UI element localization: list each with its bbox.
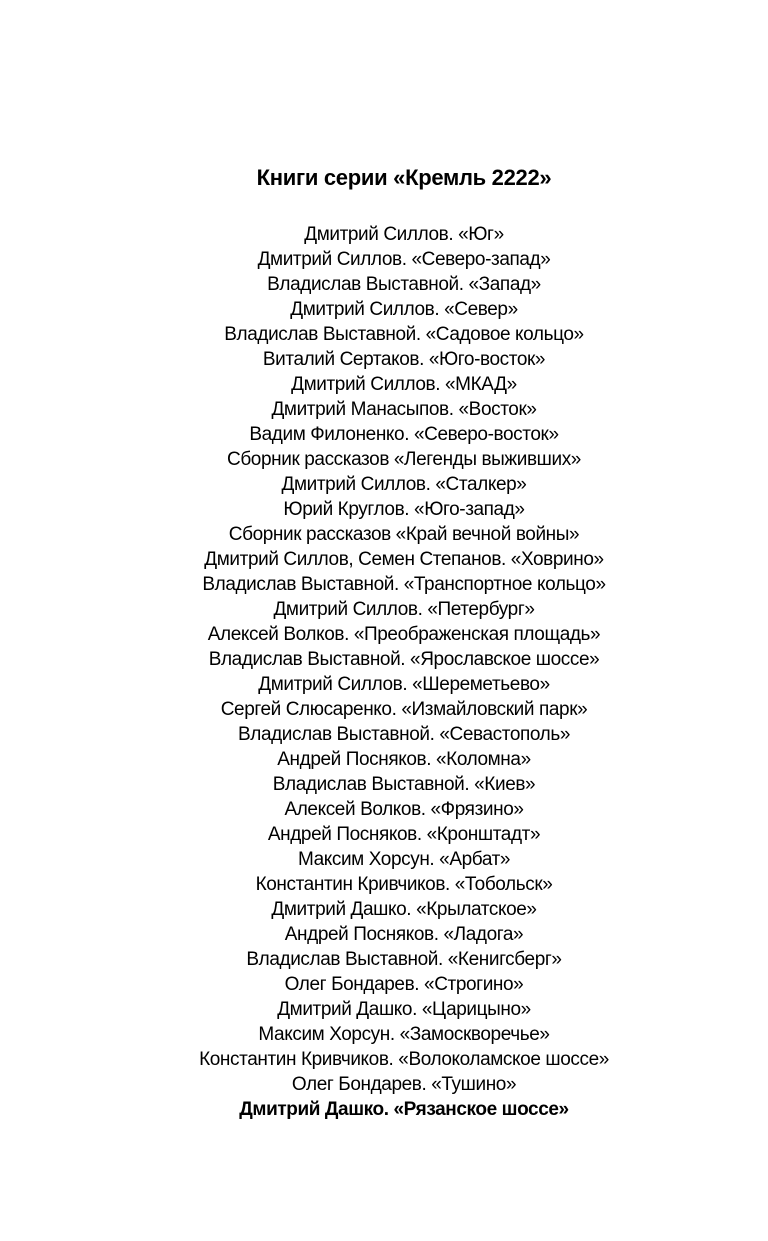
book-entry-text: Виталий Сертаков. «Юго-восток» (262, 349, 546, 370)
book-list-item (40, 322, 768, 347)
book-list-item (40, 272, 768, 297)
book-list-item (40, 922, 768, 947)
book-list-item (40, 572, 768, 597)
book-entry-text: Сборник рассказов «Легенды выживших» (227, 449, 581, 470)
book-list-item (40, 447, 768, 472)
book-list-item (40, 822, 768, 847)
book-list-item (40, 297, 768, 322)
book-entry-text: Владислав Выставной. «Киев» (272, 774, 536, 795)
page-content (40, 0, 768, 1122)
book-list-item (40, 247, 768, 272)
book-entry-text: Алексей Волков. «Преображенская площадь» (207, 624, 601, 645)
book-list-item (40, 997, 768, 1022)
book-entry-text: Олег Бондарев. «Тушино» (291, 1074, 517, 1095)
book-list (40, 222, 768, 1122)
book-list-item (40, 422, 768, 447)
book-entry-text: Константин Кривчиков. «Волоколамское шоссе» (199, 1049, 609, 1070)
book-entry-text: Владислав Выставной. «Садовое кольцо» (224, 324, 584, 345)
book-list-item (40, 1072, 768, 1097)
book-list-item (40, 497, 768, 522)
book-entry-text: Дмитрий Дашко. «Крылатское» (271, 899, 537, 920)
book-entry-text: Дмитрий Силлов. «Северо-запад» (257, 249, 551, 270)
book-entry-text: Дмитрий Дашко. «Царицыно» (277, 999, 531, 1020)
book-entry-text: Дмитрий Дашко. «Рязанское шоссе» (239, 1099, 569, 1120)
book-list-item (40, 372, 768, 397)
book-entry-text: Владислав Выставной. «Ярославское шоссе» (208, 649, 600, 670)
book-list-item (40, 472, 768, 497)
book-entry-text: Дмитрий Силлов, Семен Степанов. «Ховрино» (204, 549, 604, 570)
book-entry-text: Дмитрий Силлов. «Юг» (304, 224, 504, 245)
book-entry-text: Алексей Волков. «Фрязино» (284, 799, 524, 820)
book-entry-text: Андрей Посняков. «Ладога» (284, 924, 524, 945)
book-list-item (40, 847, 768, 872)
book-list-item (40, 897, 768, 922)
book-list-item (40, 647, 768, 672)
book-list-item (40, 772, 768, 797)
book-entry-text: Андрей Посняков. «Коломна» (277, 749, 531, 770)
book-entry-text: Владислав Выставной. «Севастополь» (237, 724, 570, 745)
book-list-item (40, 522, 768, 547)
book-entry-text: Дмитрий Силлов. «Петербург» (273, 599, 535, 620)
book-entry-text: Дмитрий Манасыпов. «Восток» (271, 399, 537, 420)
book-list-item (40, 597, 768, 622)
series-title: Книги серии «Кремль 2222» (256, 165, 552, 190)
book-list-item (40, 347, 768, 372)
book-entry-text: Вадим Филоненко. «Северо-восток» (249, 424, 559, 445)
book-list-item (40, 1097, 768, 1122)
book-list-item (40, 672, 768, 697)
book-entry-text: Константин Кривчиков. «Тобольск» (255, 874, 553, 895)
book-entry-text: Владислав Выставной. «Кенигсберг» (246, 949, 562, 970)
book-entry-text: Дмитрий Силлов. «Север» (290, 299, 518, 320)
book-list-item (40, 747, 768, 772)
book-list-item (40, 872, 768, 897)
book-list-item (40, 797, 768, 822)
book-list-item (40, 1047, 768, 1072)
book-list-item (40, 222, 768, 247)
book-entry-text: Максим Хорсун. «Замоскворечье» (258, 1024, 550, 1045)
book-list-item (40, 947, 768, 972)
book-entry-text: Дмитрий Силлов. «МКАД» (291, 374, 517, 395)
book-list-item (40, 972, 768, 997)
book-list-item (40, 397, 768, 422)
book-entry-text: Дмитрий Силлов. «Сталкер» (281, 474, 527, 495)
book-entry-text: Олег Бондарев. «Строгино» (284, 974, 524, 995)
book-entry-text: Сергей Слюсаренко. «Измайловский парк» (220, 699, 588, 720)
book-list-item (40, 1022, 768, 1047)
book-entry-text: Владислав Выставной. «Запад» (267, 274, 541, 295)
book-entry-text: Сборник рассказов «Край вечной войны» (228, 524, 580, 545)
book-entry-text: Юрий Круглов. «Юго-запад» (283, 499, 525, 520)
book-entry-text: Дмитрий Силлов. «Шереметьево» (258, 674, 550, 695)
book-entry-text: Владислав Выставной. «Транспортное кольцо» (202, 574, 606, 595)
book-list-item (40, 697, 768, 722)
book-list-item (40, 622, 768, 647)
book-entry-text: Максим Хорсун. «Арбат» (297, 849, 511, 870)
book-list-item (40, 722, 768, 747)
book-entry-text: Андрей Посняков. «Кронштадт» (267, 824, 541, 845)
book-list-item (40, 547, 768, 572)
